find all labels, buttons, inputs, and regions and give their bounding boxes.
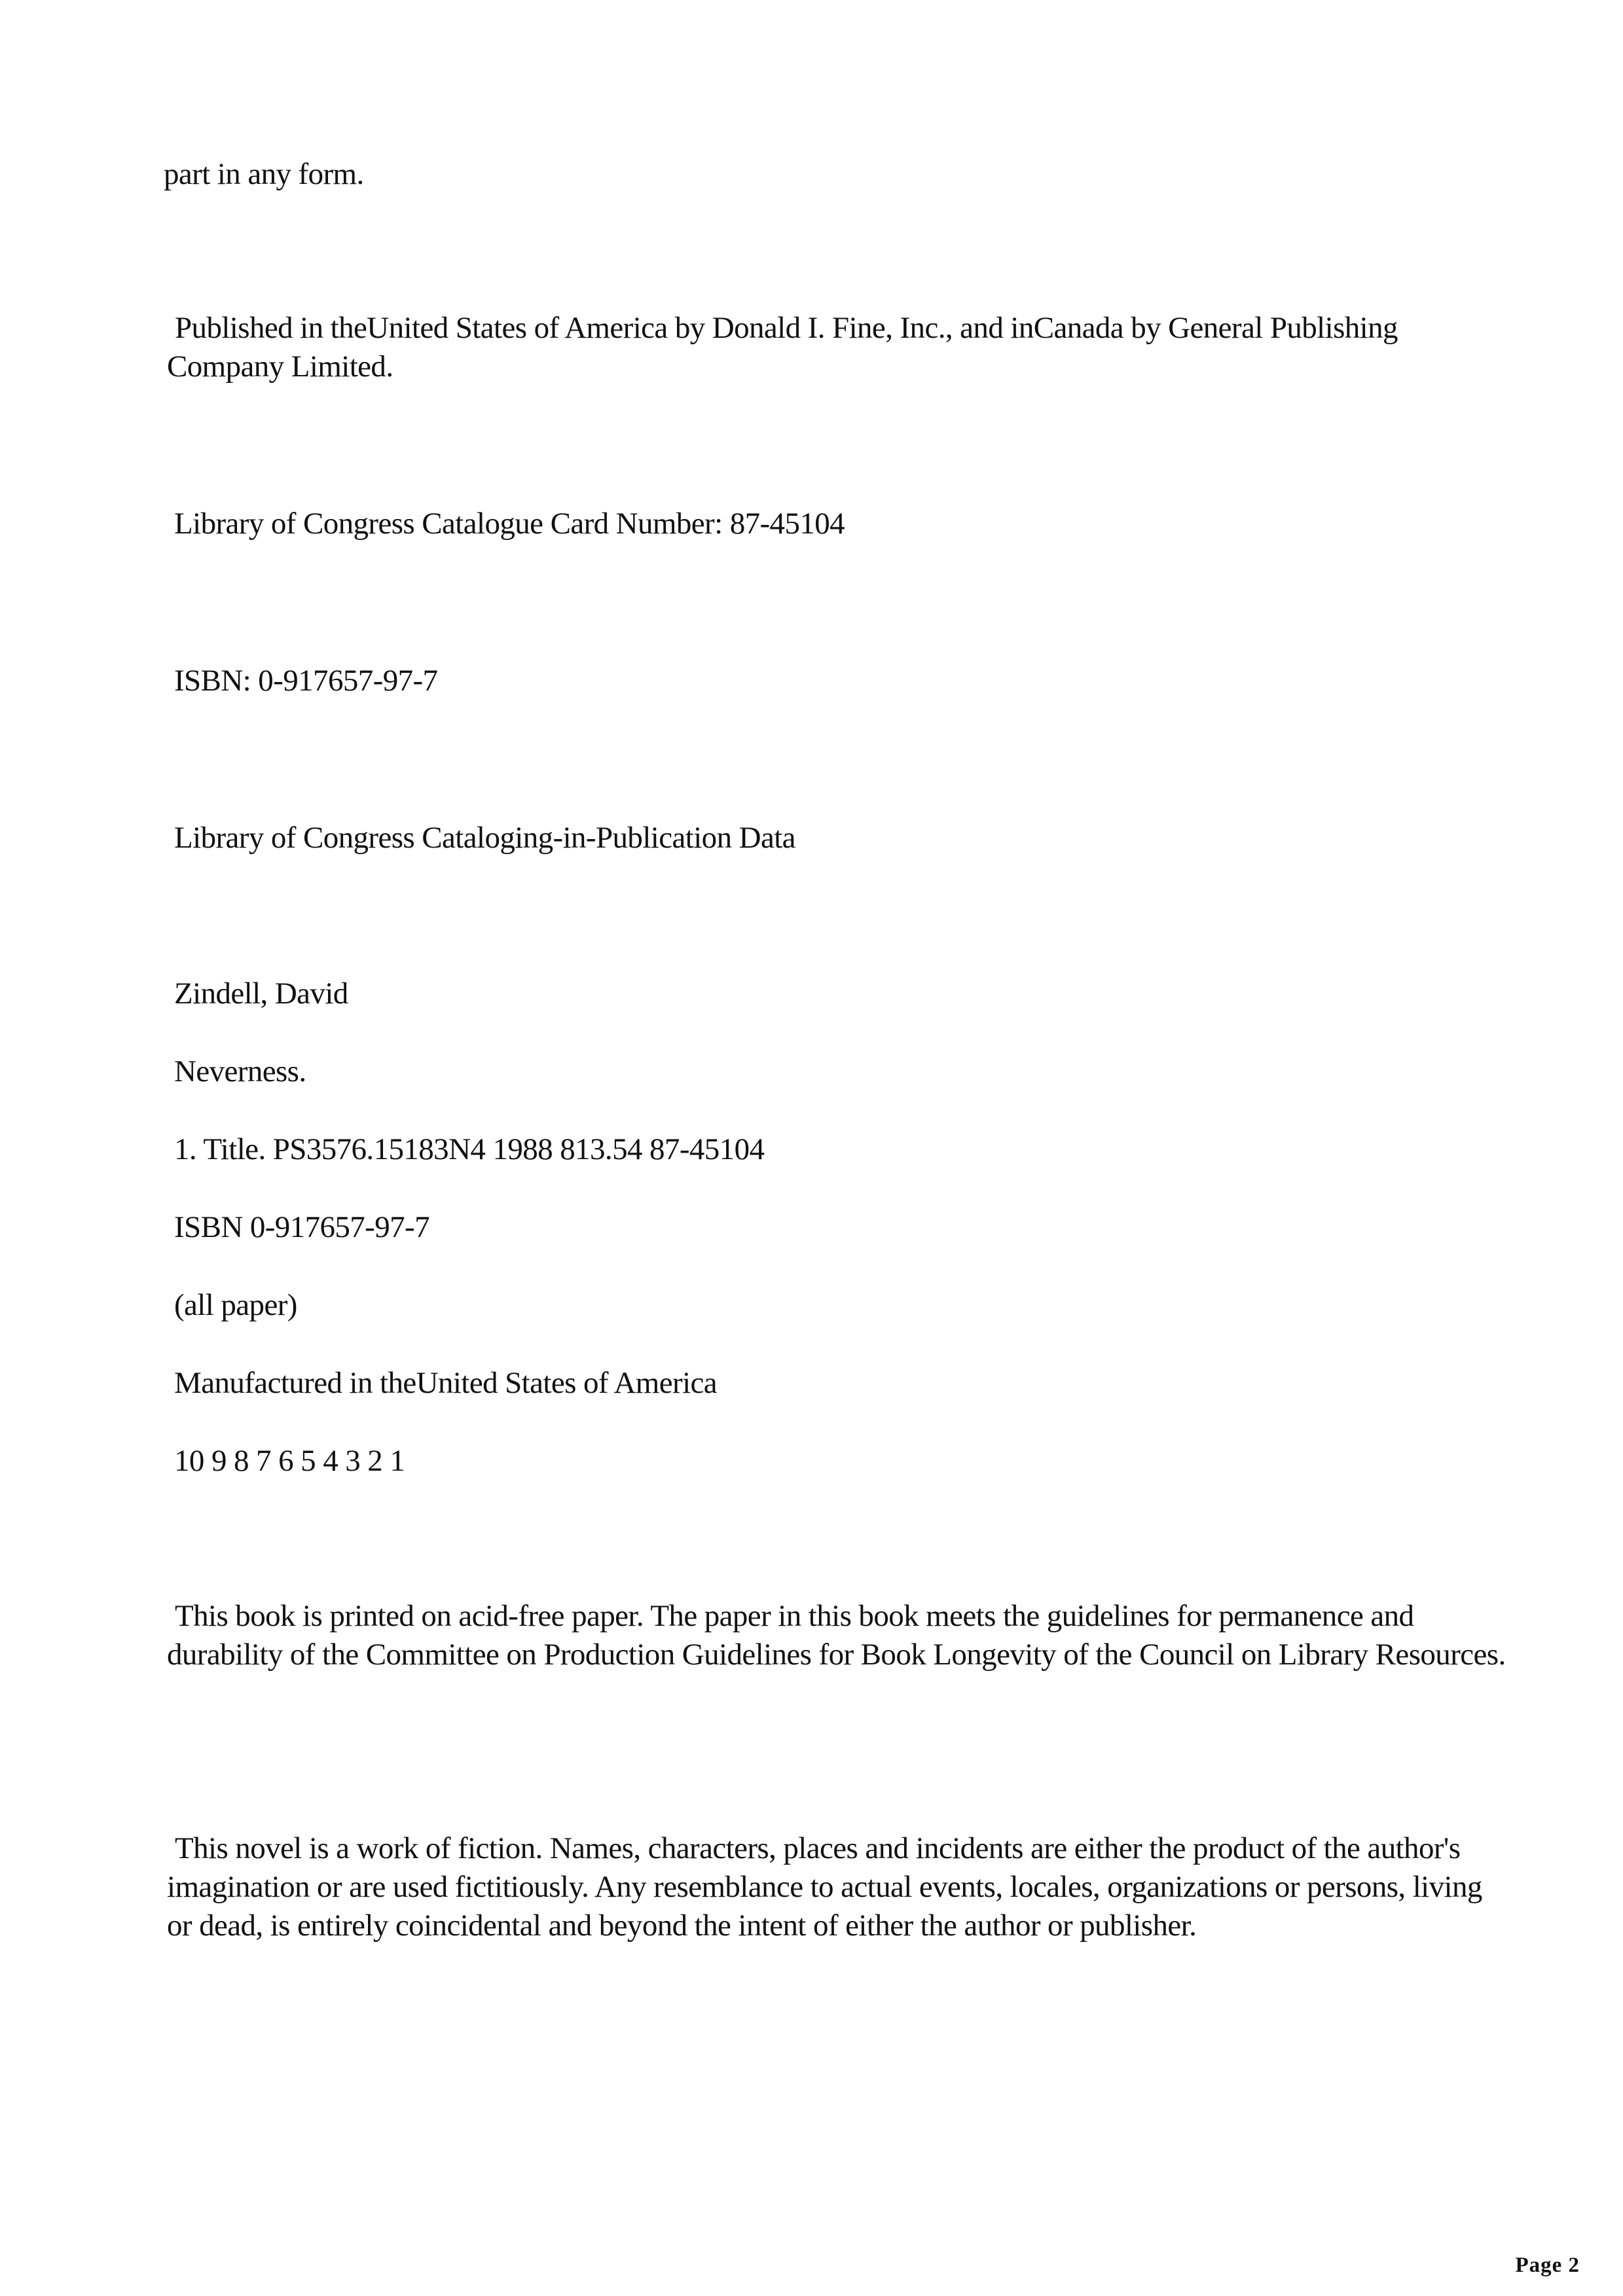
lccn-line: Library of Congress Catalogue Card Number: 87-45104 bbox=[174, 507, 845, 541]
printing-line: 10 9 8 7 6 5 4 3 2 1 bbox=[174, 1444, 405, 1478]
page-number: Page 2 bbox=[1515, 2253, 1580, 2277]
cip-heading: Library of Congress Cataloging-in-Publication Data bbox=[174, 821, 795, 855]
manufactured-line: Manufactured in theUnited States of America bbox=[174, 1366, 718, 1400]
isbn-line: ISBN: 0-917657-97-7 bbox=[174, 664, 438, 698]
publisher-statement: Published in theUnited States of America by Donald I. Fine, Inc., and inCanada by General Publishing Company Limited. bbox=[167, 311, 1398, 384]
cip-author: Zindell, David bbox=[174, 977, 348, 1011]
acid-free-paper-statement: This book is printed on acid-free paper. The paper in this book meets the guidelines for permanence and durability of the Committee on Production Guidelines for Book Longevity of the Council on Library Resources. bbox=[167, 1599, 1506, 1672]
cip-paper-note: (all paper) bbox=[174, 1288, 297, 1322]
cip-classification: 1. Title. PS3576.15183N4 1988 813.54 87-45104 bbox=[174, 1132, 765, 1166]
cip-title: Neverness. bbox=[174, 1054, 306, 1088]
cip-isbn: ISBN 0-917657-97-7 bbox=[174, 1210, 429, 1244]
text-part-in-any-form: part in any form. bbox=[164, 157, 364, 191]
fiction-disclaimer: This novel is a work of fiction. Names, characters, places and incidents are either the product of the author's imagination or are used fictitiously. Any resemblance to actual events, locales, organizations or persons, living or dead, is entirely coincidental and beyond the intent of either the author or publisher. bbox=[167, 1831, 1482, 1943]
